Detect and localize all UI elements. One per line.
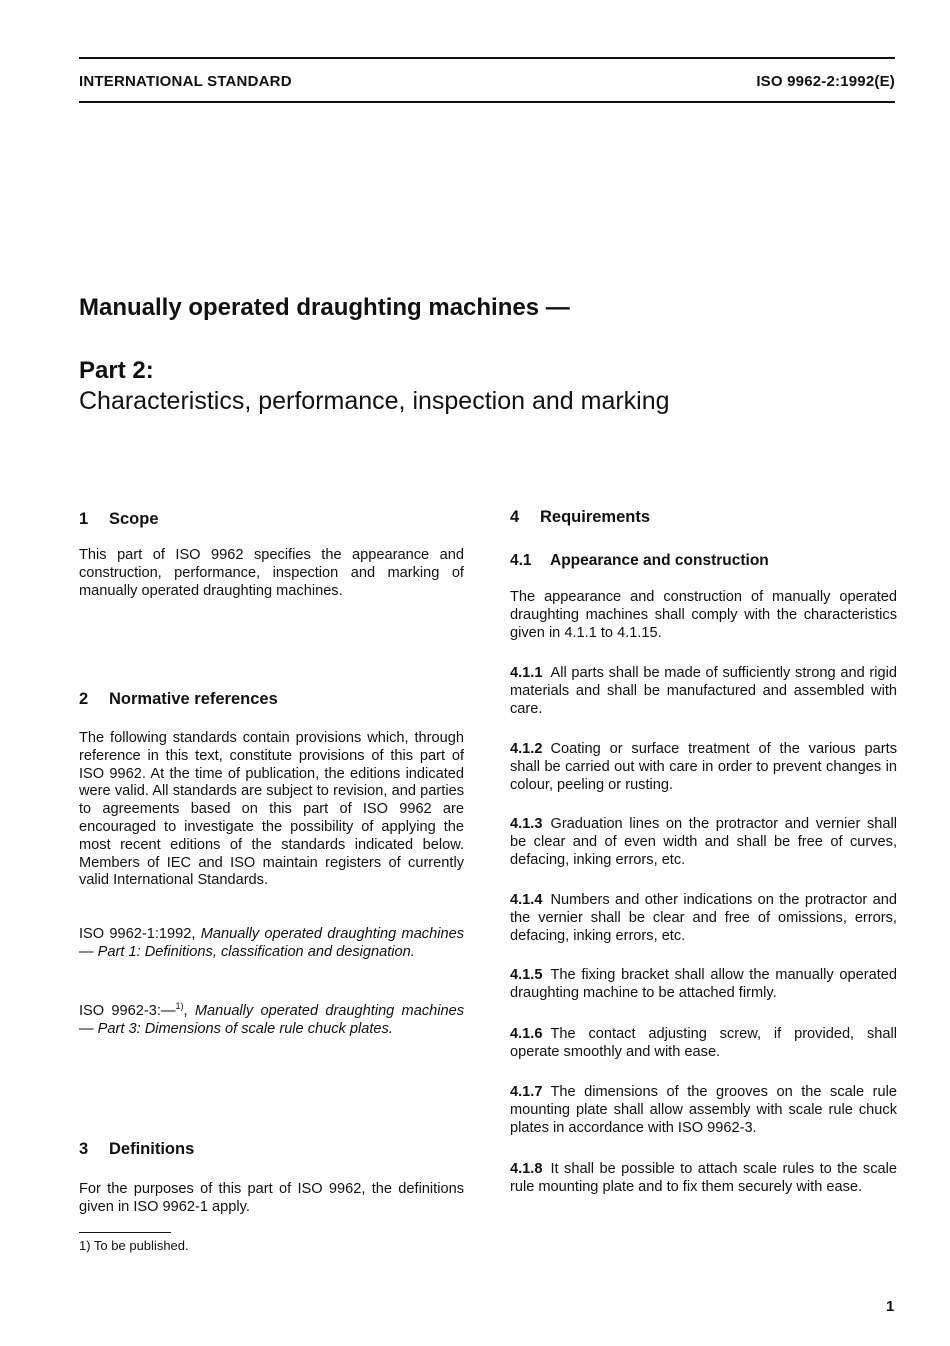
clause-4-1-8	[510, 1161, 897, 1197]
normative-paragraph: The following standards contain provisions which, through reference in this text, constitute provisions of this part of ISO 9962. At the time of publication, the editions indicated were valid. All standards are subject to revision, and parties to agreements based on this part of ISO 9962 are encouraged to investigate the possibility of applying the most recent editions of the standards indicated below. Members of IEC and ISO maintain registers of currently valid International Standards.	[79, 730, 464, 889]
clause-text: The fixing bracket shall allow the manually operated draughting machine to be attached firmly.	[510, 967, 897, 1001]
section-number: 1	[79, 510, 89, 528]
normative-reference-2: ISO 9962-3:—$^{1)}$, Manually operated draughting machines — Part 3: Dimensions of scale rule chuck plates.	[79, 1001, 465, 1037]
section-number: 3	[79, 1140, 89, 1158]
scope-paragraph: This part of ISO 9962 specifies the appearance and construction, performance, inspection and marking of manually operated draughting machines.	[79, 547, 464, 599]
section-number: 4	[510, 508, 520, 526]
requirements-intro: The appearance and construction of manually operated draughting machines shall comply with the characteristics given in 4.1.1 to 4.1.15.	[510, 589, 897, 641]
footnote: 1) To be published.	[79, 1238, 189, 1253]
normative-reference-1	[79, 926, 464, 962]
reference-code: ISO 9962-3:—	[79, 1002, 176, 1019]
section-heading-scope	[79, 510, 159, 529]
header-standard-number: ISO 9962-2:1992(E)	[756, 73, 895, 90]
clause-text: The contact adjusting screw, if provided, shall operate smoothly and with ease.	[510, 1026, 897, 1060]
section-title: Normative references	[109, 690, 278, 708]
clause-number: 4.1.4	[510, 892, 543, 908]
subsection-heading-appearance	[510, 552, 769, 570]
clause-4-1-5	[510, 967, 897, 1003]
reference-title: Manually operated draughting machines — Part 1: Definitions, classification and designation.	[79, 926, 464, 960]
page-number: 1	[886, 1298, 895, 1315]
clause-number: 4.1.2	[510, 741, 543, 757]
clause-text: It shall be possible to attach scale rules to the scale rule mounting plate and to fix them securely with ease.	[510, 1161, 897, 1195]
part-label: Part 2:	[79, 357, 154, 384]
running-header	[79, 73, 895, 93]
section-heading-normative	[79, 690, 278, 709]
header-standard-type: INTERNATIONAL STANDARD	[79, 73, 292, 90]
header-top-rule	[79, 57, 895, 59]
clause-text: Coating or surface treatment of the various parts shall be carried out with care in order to prevent changes in colour, peeling or rusting.	[510, 741, 897, 793]
clause-number: 4.1.8	[510, 1161, 543, 1177]
document-title: Manually operated draughting machines —	[79, 294, 570, 321]
clause-4-1-7	[510, 1084, 897, 1137]
section-heading-definitions	[79, 1140, 194, 1159]
part-subtitle: Characteristics, performance, inspection and marking	[79, 387, 670, 415]
reference-code: ISO 9962-1:1992,	[79, 926, 196, 942]
footnote-rule	[79, 1232, 171, 1233]
clause-number: 4.1.5	[510, 967, 543, 983]
definitions-paragraph: For the purposes of this part of ISO 9962, the definitions given in ISO 9962-1 apply.	[79, 1181, 464, 1215]
subsection-number: 4.1	[510, 552, 532, 569]
header-bottom-rule	[79, 101, 895, 103]
clause-4-1-2	[510, 741, 897, 794]
clause-number: 4.1.7	[510, 1084, 543, 1100]
clause-4-1-4	[510, 892, 897, 945]
clause-text: Graduation lines on the protractor and vernier shall be clear and of even width and shall be free of curves, defacing, inking errors, etc.	[510, 816, 897, 868]
reference-title: Manually operated draughting machines — Part 3: Dimensions of scale rule chuck plates.	[79, 1002, 465, 1037]
clause-4-1-1	[510, 665, 897, 718]
clause-number: 4.1.6	[510, 1026, 543, 1042]
clause-4-1-6	[510, 1026, 897, 1062]
clause-number: 4.1.3	[510, 816, 543, 832]
clause-4-1-3	[510, 816, 897, 869]
section-title: Scope	[109, 510, 159, 528]
section-title: Requirements	[540, 508, 651, 526]
clause-number: 4.1.1	[510, 665, 543, 681]
clause-text: Numbers and other indications on the protractor and the vernier shall be clear and free of omissions, errors, defacing, inking errors, etc.	[510, 892, 897, 944]
subsection-title: Appearance and construction	[550, 552, 769, 569]
clause-text: All parts shall be made of sufficiently strong and rigid materials and shall be manufactured and assembled with care.	[510, 665, 897, 717]
footnote-marker: 1)	[175, 1001, 184, 1011]
clause-text: The dimensions of the grooves on the scale rule mounting plate shall allow assembly with scale rule chuck plates in accordance with ISO 9962-3.	[510, 1084, 897, 1136]
section-title: Definitions	[109, 1140, 195, 1158]
section-heading-requirements	[510, 508, 650, 527]
section-number: 2	[79, 690, 89, 708]
